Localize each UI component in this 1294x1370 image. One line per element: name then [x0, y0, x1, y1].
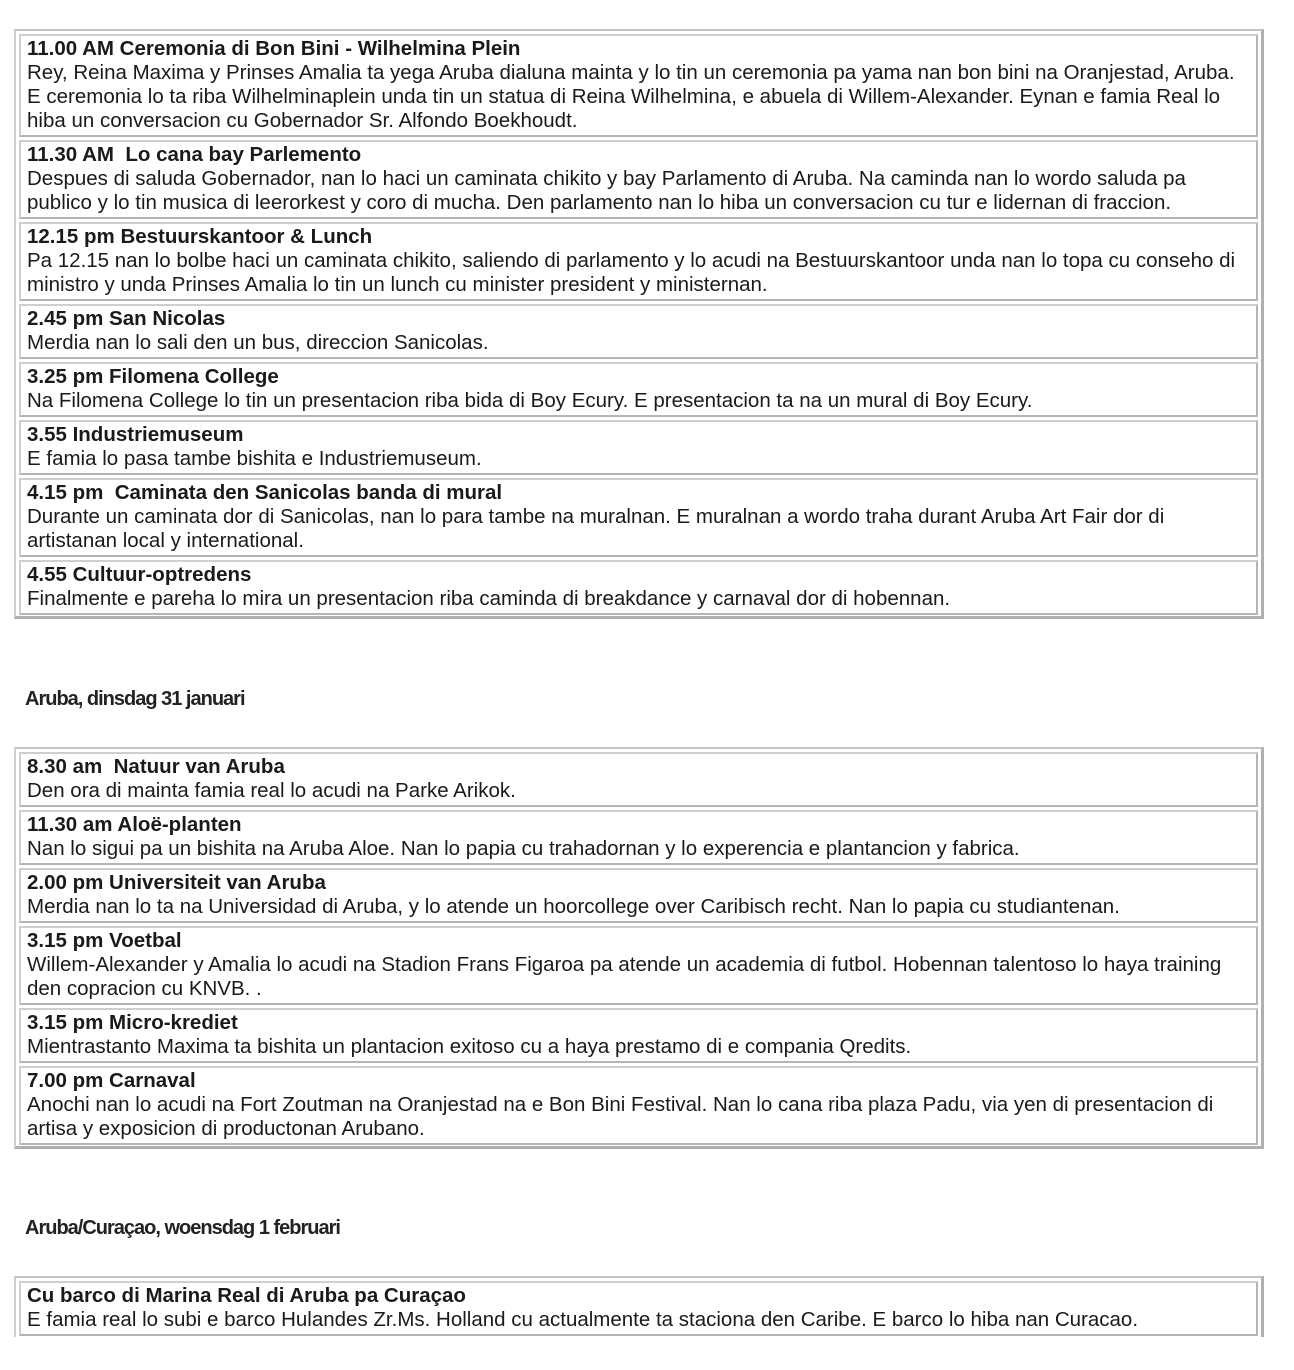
event-heading: 3.15 pm Voetbal: [27, 929, 182, 952]
schedule-table-day3: [14, 1276, 1264, 1337]
schedule-table-day2: [14, 747, 1264, 1149]
event-row: [19, 34, 1258, 137]
event-heading: 11.30 am Aloë-planten: [27, 813, 242, 836]
event-heading: 3.25 pm Filomena College: [27, 365, 279, 388]
event-row: [19, 1066, 1258, 1145]
event-description: Nan lo sigui pa un bishita na Aruba Aloe. Nan lo papia cu trahadornan y lo experencia e plantancion y fabrica.: [27, 837, 1020, 860]
event-description: Merdia nan lo sali den un bus, direccion Sanicolas.: [27, 331, 489, 354]
event-heading: 11.30 AM Lo cana bay Parlemento: [27, 143, 362, 166]
event-description: Mientrastanto Maxima ta bishita un plantacion exitoso cu a haya prestamo di e compania Qredits.: [27, 1035, 912, 1058]
event-row: [19, 222, 1258, 301]
event-row: [19, 560, 1258, 615]
event-row: [19, 752, 1258, 807]
event-heading: 2.00 pm Universiteit van Aruba: [27, 871, 326, 894]
event-heading: 3.55 Industriemuseum: [27, 423, 244, 446]
section-heading-wednesday: Aruba/Curaçao, woensdag 1 februari: [25, 1217, 340, 1239]
event-description: E famia lo pasa tambe bishita e Industriemuseum.: [27, 447, 482, 470]
event-description: Rey, Reina Maxima y Prinses Amalia ta yega Aruba dialuna mainta y lo tin un ceremonia pa yama nan bon bini na Oranjestad, Aruba. E ceremonia lo ta riba Wilhelminaplein unda tin un statua di Reina Wilhelmina, e abuela di Willem-Alexander. Eynan e famia Real lo hiba un conversacion cu Gobernador Sr. Alfondo Boekhoudt.: [27, 61, 1235, 132]
event-heading: 4.55 Cultuur-optredens: [27, 563, 252, 586]
event-description: Durante un caminata dor di Sanicolas, nan lo para tambe na muralnan. E muralnan a wordo traha durant Aruba Art Fair dor di artistanan local y international.: [27, 505, 1165, 552]
event-description: Pa 12.15 nan lo bolbe haci un caminata chikito, saliendo di parlamento y lo acudi na Bestuurskantoor unda nan lo topa cu conseho di ministro y unda Prinses Amalia lo tin un lunch cu minister president y ministernan.: [27, 249, 1236, 296]
schedule-table-day1: [14, 29, 1264, 619]
event-row: [19, 478, 1258, 557]
event-row: [19, 926, 1258, 1005]
event-heading: 3.15 pm Micro-krediet: [27, 1011, 238, 1034]
event-heading: 12.15 pm Bestuurskantoor & Lunch: [27, 225, 373, 248]
event-heading: 2.45 pm San Nicolas: [27, 307, 226, 330]
event-row: [19, 810, 1258, 865]
event-heading: Cu barco di Marina Real di Aruba pa Curaçao: [27, 1284, 466, 1307]
event-description: Na Filomena College lo tin un presentacion riba bida di Boy Ecury. E presentacion ta na un mural di Boy Ecury.: [27, 389, 1033, 412]
event-description: Willem-Alexander y Amalia lo acudi na Stadion Frans Figaroa pa atende un academia di futbol. Hobennan talentoso lo haya training den copracion cu KNVB. .: [27, 953, 1222, 1000]
event-heading: 8.30 am Natuur van Aruba: [27, 755, 285, 778]
event-row: [19, 140, 1258, 219]
event-description: Den ora di mainta famia real lo acudi na Parke Arikok.: [27, 779, 516, 802]
event-heading: 4.15 pm Caminata den Sanicolas banda di mural: [27, 481, 503, 504]
event-description: Despues di saluda Gobernador, nan lo haci un caminata chikito y bay Parlamento di Aruba. Na caminda nan lo wordo saluda pa publico y lo tin musica di leerorkest y coro di mucha. Den parlamento nan lo hiba un conversacion cu tur e lidernan di fraccion.: [27, 167, 1186, 214]
section-heading-tuesday: Aruba, dinsdag 31 januari: [25, 688, 245, 710]
event-row: [19, 362, 1258, 417]
event-description: E famia real lo subi e barco Hulandes Zr.Ms. Holland cu actualmente ta staciona den Caribe. E barco lo hiba nan Curacao.: [27, 1308, 1139, 1331]
event-row: [19, 1281, 1258, 1336]
event-row: [19, 1008, 1258, 1063]
event-row: [19, 304, 1258, 359]
event-row: [19, 420, 1258, 475]
event-description: Merdia nan lo ta na Universidad di Aruba, y lo atende un hoorcollege over Caribisch recht. Nan lo papia cu studiantenan.: [27, 895, 1120, 918]
event-description: Finalmente e pareha lo mira un presentacion riba caminda di breakdance y carnaval dor di hobennan.: [27, 587, 951, 610]
event-row: [19, 868, 1258, 923]
event-heading: 7.00 pm Carnaval: [27, 1069, 196, 1092]
event-description: Anochi nan lo acudi na Fort Zoutman na Oranjestad na e Bon Bini Festival. Nan lo cana riba plaza Padu, via yen di presentacion di artisa y exposicion di productonan Arubano.: [27, 1093, 1214, 1140]
event-heading: 11.00 AM Ceremonia di Bon Bini - Wilhelmina Plein: [27, 37, 521, 60]
